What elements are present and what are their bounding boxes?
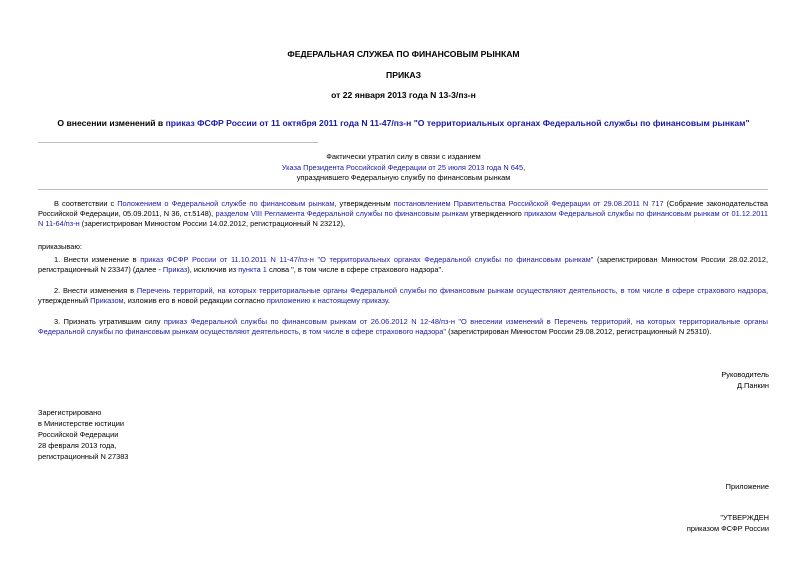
- link-order-short[interactable]: Приказ: [162, 264, 188, 274]
- preamble-text: В соответствии с: [54, 199, 118, 208]
- signature-name: Д.Панкин: [736, 381, 769, 391]
- registration-line: 28 февраля 2013 года,: [38, 441, 117, 451]
- approved-label: "УТВЕРЖДЕН: [720, 513, 769, 522]
- link-point-1[interactable]: пункта 1: [238, 264, 267, 274]
- divider-status: [38, 189, 768, 190]
- signature-role: Руководитель: [721, 370, 769, 379]
- link-order-11-47[interactable]: приказ ФСФР России от 11.10.2011 N 11-47/пз-н "О территориальных органах Федеральной службы по финансовым рынкам": [140, 255, 594, 264]
- status-line-1: Фактически утратил силу в связи с изданием: [326, 152, 481, 161]
- item-text: (зарегистрирован Минюстом России 28.02.2012, регистрационный N 23347) (далее -: [38, 255, 768, 274]
- item-text: (зарегистрирован Минюстом России 29.08.2012, регистрационный N 25310).: [446, 326, 712, 336]
- item-text: 2. Внести изменения в: [54, 286, 137, 295]
- registration-block: [38, 407, 128, 463]
- item-text: , изложив его в новой редакции согласно: [123, 295, 267, 305]
- link-order-11-64[interactable]: приказом Федеральной службы по финансовым рынкам от 01.12.2011 N 11-64/пз-н: [38, 208, 768, 228]
- registration-line: Зарегистрировано: [38, 408, 102, 417]
- status-link-decree[interactable]: Указа Президента Российской Федерации от 25 июля 2013 года N 645: [281, 162, 524, 172]
- preamble-text: , утвержденным: [334, 199, 394, 208]
- status-line-3: упразднившего Федеральную службу по финансовым рынкам: [296, 173, 511, 183]
- agency-name: ФЕДЕРАЛЬНАЯ СЛУЖБА ПО ФИНАНСОВЫМ РЫНКАМ: [287, 49, 520, 59]
- approval-block: [687, 512, 769, 534]
- document-date-number: от 22 января 2013 года N 13-3/пз-н: [331, 90, 476, 100]
- item-1: [38, 255, 768, 275]
- preamble-text: (зарегистрирован Минюстом России 14.02.2012, регистрационный N 23212),: [79, 218, 346, 228]
- item-text: 1. Внести изменение в: [54, 255, 141, 264]
- document-type: ПРИКАЗ: [386, 70, 421, 80]
- order-word: приказываю:: [38, 242, 82, 251]
- title-link-order[interactable]: приказ ФСФР России от 11 октября 2011 года N 11-47/пз-н "О территориальных органах Федеральной службы по финансовым рынкам": [165, 118, 750, 128]
- divider-top: [38, 142, 318, 143]
- item-text: .: [387, 295, 390, 305]
- link-order-12-48[interactable]: приказ Федеральной службы по финансовым рынкам от 26.06.2012 N 12-48/пз-н "О внесении изменений в Перечень территорий, на которых территориальные органы Федеральной службы по финансовым рынкам осуществляют деятельность, в том числе в сфере страхового надзора": [38, 317, 768, 336]
- item-text: ), исключив из: [187, 264, 239, 274]
- item-3: [38, 317, 768, 337]
- link-regulation-fsfr[interactable]: Положением о Федеральной службе по финансовым рынкам: [117, 199, 335, 208]
- registration-line: Российской Федерации: [38, 430, 119, 440]
- link-territories-list[interactable]: Перечень территорий, на которых территориальные органы Федеральной службы по финансовым рынкам осуществляют деятельность, в том числе в сфере страхового надзора: [136, 286, 766, 295]
- link-reglament-section[interactable]: разделом VIII Регламента Федеральной службы по финансовым рынкам: [215, 208, 469, 218]
- preamble-text: утвержденного: [468, 208, 525, 218]
- link-appendix[interactable]: приложению к настоящему приказу: [266, 295, 388, 305]
- link-government-resolution[interactable]: постановлением Правительства Российской Федерации от 29.08.2011 N 717: [393, 199, 664, 208]
- approved-by-order: приказом ФСФР России: [686, 524, 769, 534]
- item-text: , утвержденный: [38, 286, 768, 305]
- item-2: [38, 286, 768, 306]
- status-comma: ,: [523, 162, 526, 172]
- link-order-ref[interactable]: Приказом: [90, 295, 124, 305]
- status-note: [200, 152, 607, 184]
- document-title: [0, 118, 807, 130]
- registration-line: в Министерстве юстиции: [38, 419, 125, 429]
- preamble-text: (Собрание законодательства Российской Федерации, 05.09.2011, N 36, ст.5148),: [38, 199, 768, 218]
- appendix-label: Приложение: [725, 482, 769, 491]
- item-text: 3. Признать утратившим силу: [54, 317, 164, 326]
- title-prefix: О внесении изменений в: [57, 118, 166, 128]
- status-line-2: [200, 163, 607, 174]
- signature-block: [721, 369, 769, 391]
- item-text: слова ", в том числе в сфере страхового надзора".: [266, 264, 444, 274]
- registration-line: регистрационный N 27383: [38, 452, 129, 462]
- preamble-paragraph: [38, 199, 768, 229]
